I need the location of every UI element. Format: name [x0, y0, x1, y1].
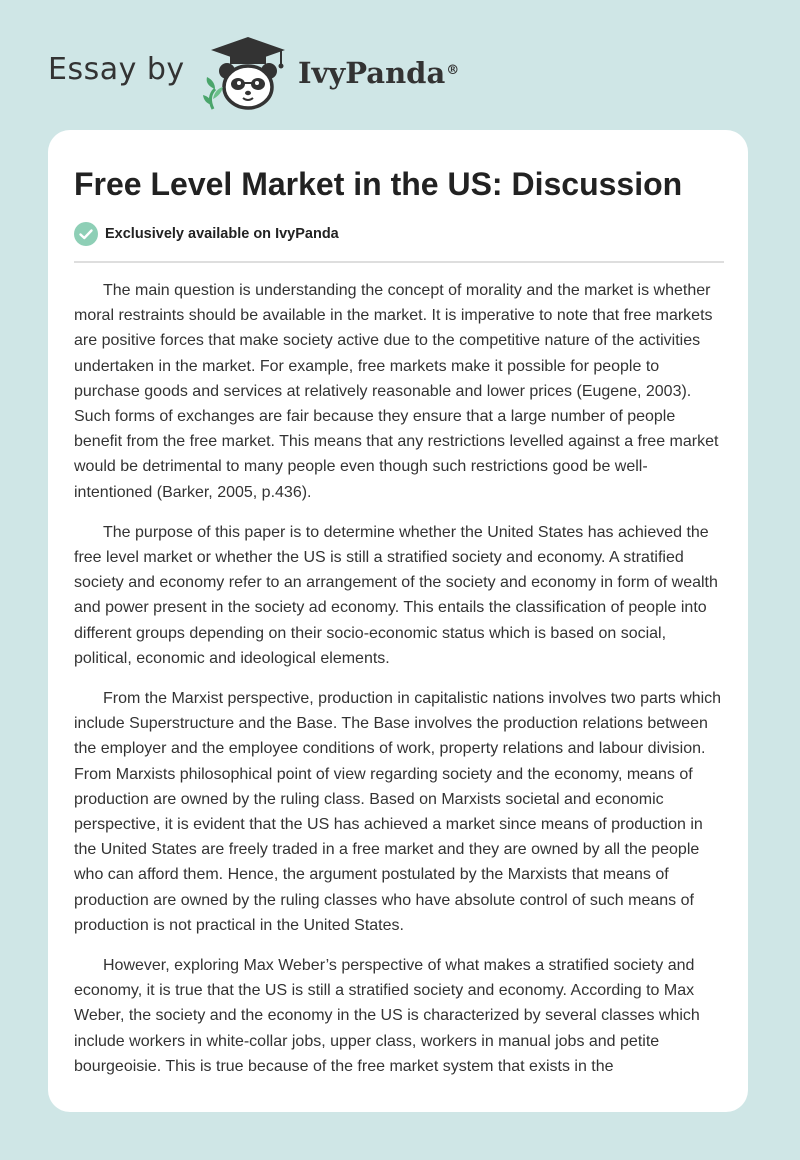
- site-header: [0, 0, 800, 130]
- brand-prefix: Essay by: [48, 52, 185, 87]
- panda-graduate-logo-icon[interactable]: [203, 35, 293, 113]
- exclusive-label: Exclusively available on IvyPanda: [105, 226, 339, 242]
- check-circle-icon: [74, 222, 98, 246]
- paragraph: From the Marxist perspective, production in capitalistic nations involves two parts which include Superstructure and the Base. The Base involves the production relations between the employer and the employee conditions of work, property relations and labour division. From Marxists philosophical point of view regarding society and the economy, means of production are owned by the ruling class. Based on Marxists societal and economic perspective, it is evident that the US has achieved a market since means of production in the United States are freely traded in a free market and they are owned by all the people who can afford them. Hence, the argument postulated by the Marxists that means of production are owned by the ruling classes who have absolute control of such means of production is not practical in the United States.: [74, 690, 722, 934]
- page-title: Free Level Market in the US: Discussion: [74, 166, 683, 202]
- divider: [74, 261, 724, 263]
- paragraph: However, exploring Max Weber’s perspective of what makes a stratified society and economy, it is true that the US is still a stratified society and economy. According to Max Weber, the society and the economy in the US is characterized by several classes which include workers in white-collar jobs, upper class, workers in manual jobs and petite bourgeoisie. This is true because of the free market system that exists in the: [74, 957, 700, 1075]
- registered-mark: ®: [446, 63, 460, 78]
- paragraph: The purpose of this paper is to determine whether the United States has achieved the free level market or whether the US is still a stratified society and economy. A stratified society and economy refer to an arrangement of the society and economy in form of wealth and power present in the society ad economy. This entails the classification of people into different groups depending on their socio-economic status which is based on social, political, economic and ideological elements.: [74, 523, 718, 667]
- paragraph: The main question is understanding the concept of morality and the market is whether moral restraints should be available in the market. It is imperative to note that free markets are positive forces that make society active due to the competitive nature of the activities undertaken in the market. For example, free markets make it possible for people to purchase goods and services at relatively reasonable and lower prices (Eugene, 2003). Such forms of exchanges are fair because they ensure that a large number of people benefit from the free market. This means that any restrictions levelled against a free market would be detrimental to many people even though such restrictions good be well-intentioned (Barker, 2005, p.436).: [74, 282, 719, 501]
- brand-name[interactable]: [298, 53, 459, 93]
- article-card: [48, 130, 748, 1112]
- article-body: [74, 278, 724, 1094]
- brand-name-text: IvyPanda: [298, 56, 446, 90]
